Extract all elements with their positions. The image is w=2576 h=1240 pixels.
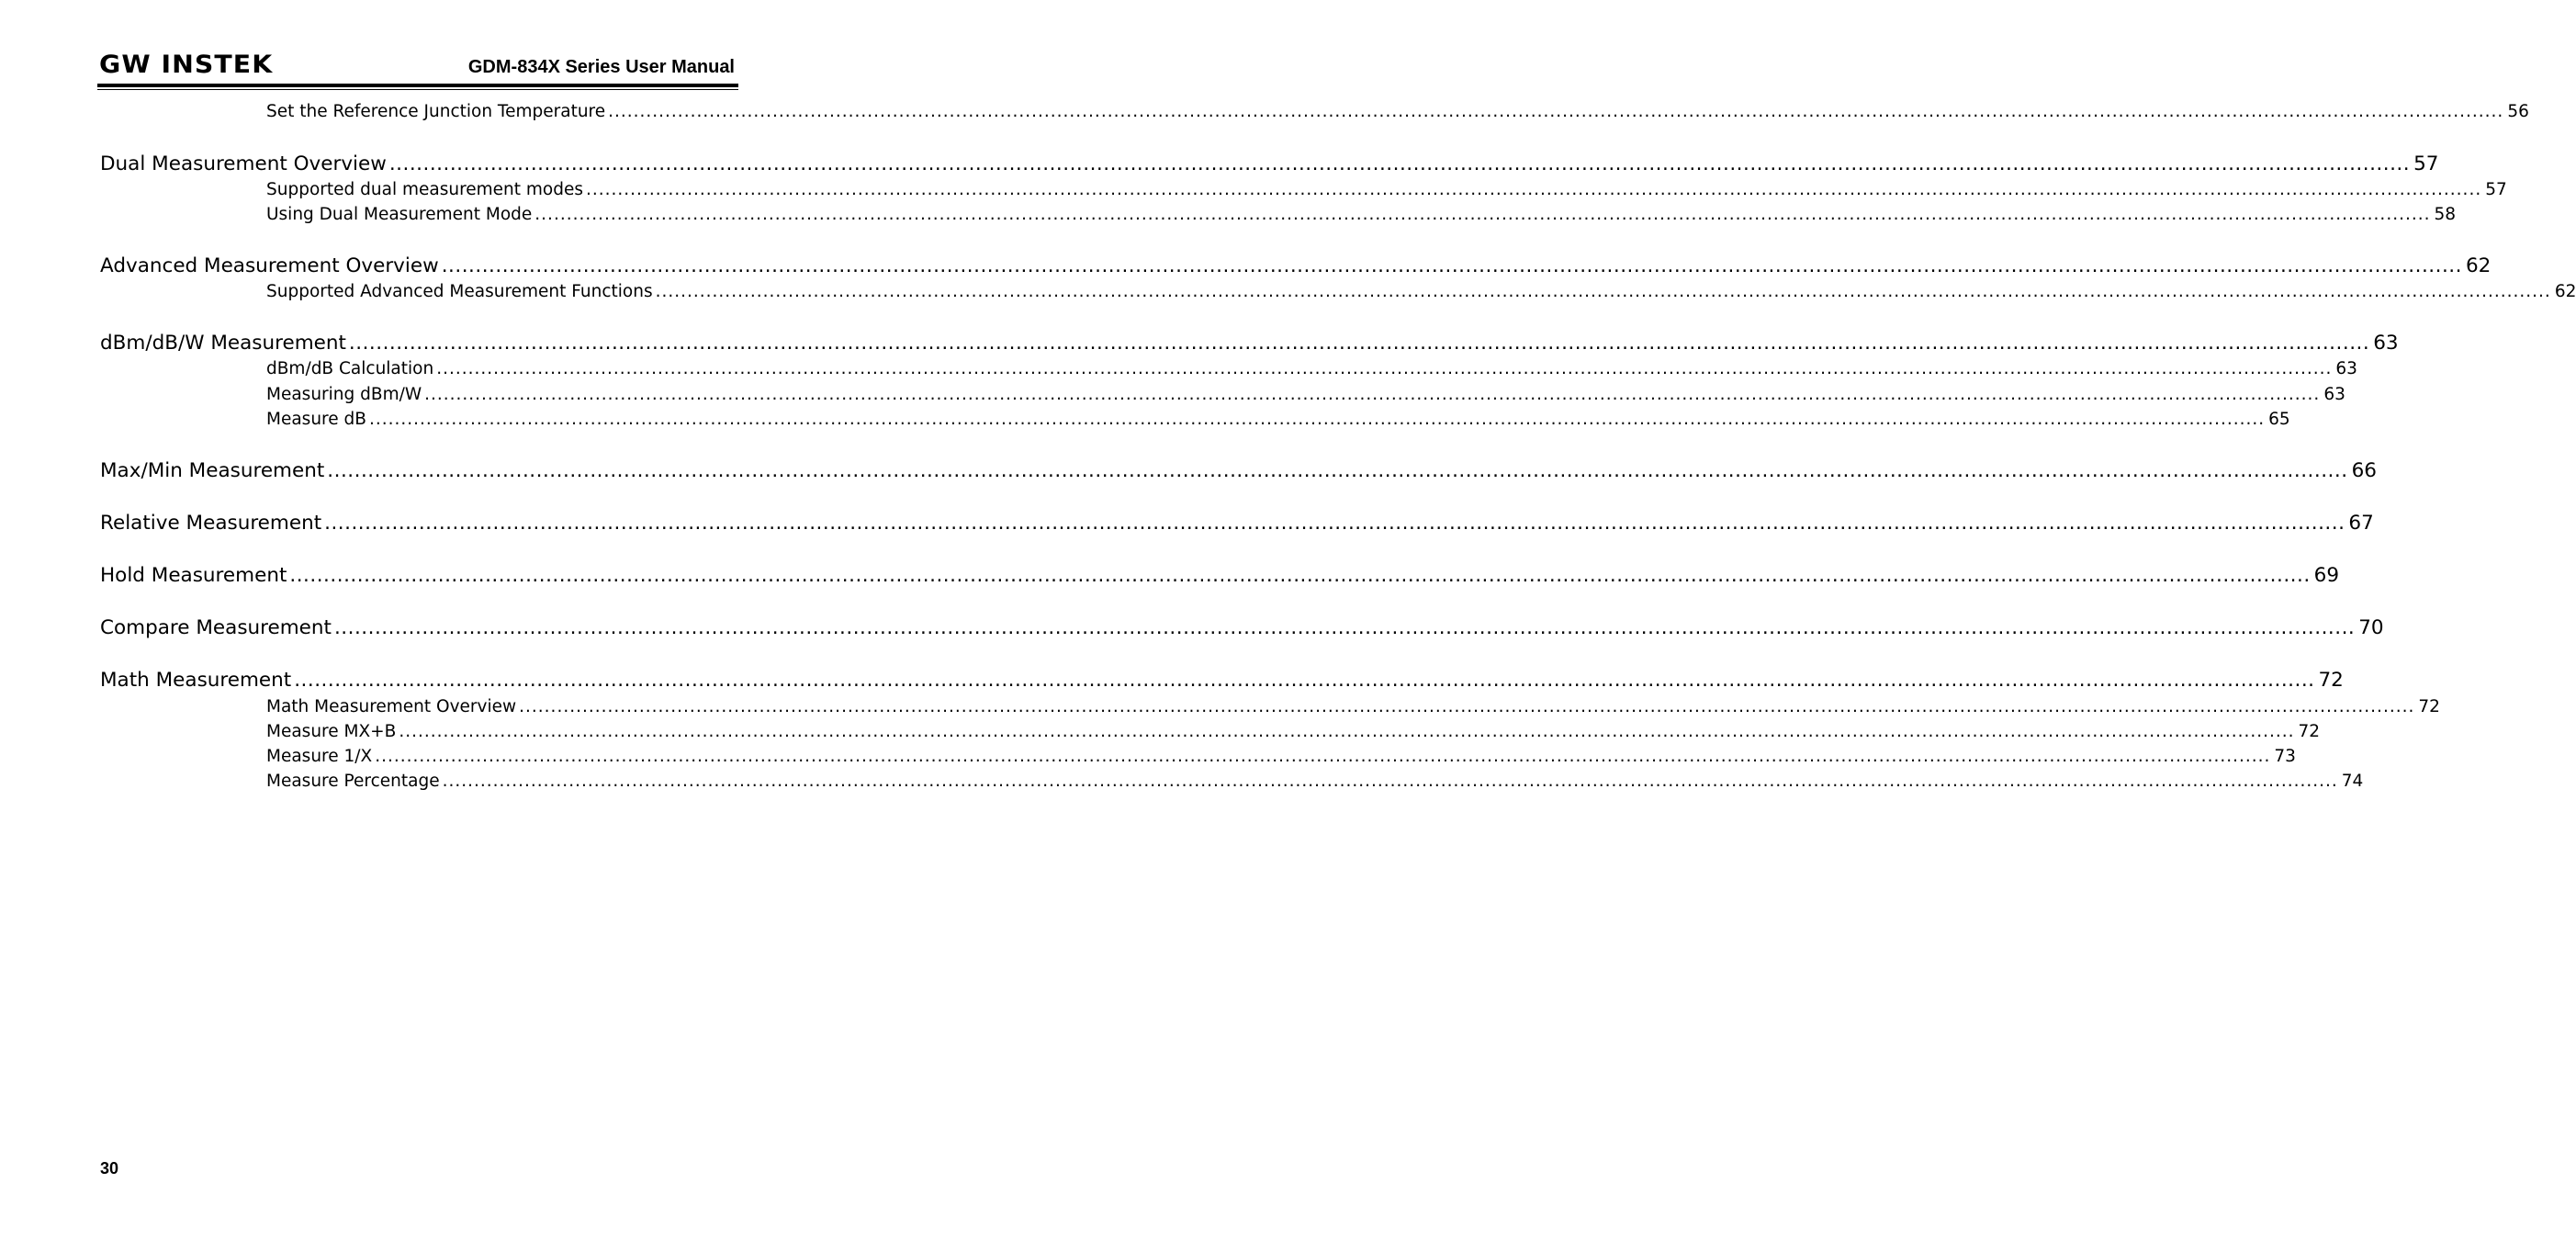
toc-section[interactable] — [100, 563, 2340, 589]
toc-entry[interactable] — [266, 721, 2321, 743]
toc-entry[interactable] — [266, 384, 2345, 406]
toc-section-page: 63 — [2373, 332, 2399, 355]
toc-section[interactable] — [100, 615, 2384, 641]
toc-entry[interactable] — [266, 179, 2507, 201]
toc-entry[interactable] — [266, 771, 2364, 793]
toc-leader-dots: ............................................................................................................................................................................................................................................................................................................ — [608, 102, 2504, 121]
toc-section-page: 70 — [2358, 616, 2384, 639]
toc-leader-dots: ............................................................................................................................................................................................................................................................................................................ — [327, 459, 2348, 482]
toc-entry-page: 58 — [2434, 205, 2457, 224]
toc-leader-dots: ............................................................................................................................................................................................................................................................................................................ — [294, 669, 2315, 692]
toc-entry-title: Supported Advanced Measurement Functions — [266, 282, 653, 301]
toc-section-title: Relative Measurement — [100, 512, 322, 535]
toc-entry[interactable] — [266, 696, 2440, 718]
toc-leader-dots: ............................................................................................................................................................................................................................................................................................................ — [348, 332, 2370, 355]
toc-entry-title: Using Dual Measurement Mode — [266, 205, 533, 224]
toc-leader-dots: ............................................................................................................................................................................................................................................................................................................ — [368, 410, 2266, 429]
toc-entry-title: Measure Percentage — [266, 772, 440, 791]
toc-section-page: 62 — [2465, 254, 2492, 277]
toc-section-title: Hold Measurement — [100, 564, 287, 587]
toc-entry-page: 73 — [2274, 747, 2296, 766]
toc-leader-dots: ............................................................................................................................................................................................................................................................................................................ — [655, 282, 2551, 301]
toc-section-title: Dual Measurement Overview — [100, 152, 387, 175]
toc-leader-dots: ............................................................................................................................................................................................................................................................................................................ — [586, 180, 2482, 199]
toc-section[interactable] — [100, 254, 2492, 279]
toc-entry-page: 57 — [2485, 180, 2507, 199]
toc-leader-dots: ............................................................................................................................................................................................................................................................................................................ — [436, 359, 2333, 378]
toc-section-title: Compare Measurement — [100, 616, 332, 639]
toc-leader-dots: ............................................................................................................................................................................................................................................................................................................ — [442, 772, 2338, 791]
toc-entry-title: Measure MX+B — [266, 722, 397, 741]
toc-entry-title: Supported dual measurement modes — [266, 180, 584, 199]
header-rule-thin — [97, 89, 738, 90]
toc-entry-title: Math Measurement Overview — [266, 697, 517, 716]
toc-entry[interactable] — [266, 281, 2576, 303]
toc-section[interactable] — [100, 458, 2377, 484]
toc-entry[interactable] — [266, 204, 2457, 226]
toc-entry-title: Measure dB — [266, 410, 366, 429]
toc-entry[interactable] — [266, 101, 2529, 123]
toc-section-title: Math Measurement — [100, 669, 292, 692]
toc-leader-dots: ............................................................................................................................................................................................................................................................................................................ — [375, 747, 2271, 766]
toc-section-page: 57 — [2413, 152, 2439, 175]
toc-entry-page: 74 — [2341, 772, 2364, 791]
toc-section-title: dBm/dB/W Measurement — [100, 332, 346, 355]
toc-leader-dots: ............................................................................................................................................................................................................................................................................................................ — [324, 512, 2345, 535]
toc-entry[interactable] — [266, 409, 2290, 431]
toc-leader-dots: ............................................................................................................................................................................................................................................................................................................ — [424, 385, 2321, 404]
toc-entry-title: Measuring dBm/W — [266, 385, 422, 404]
header-rule-thick — [97, 84, 738, 87]
toc-leader-dots: ............................................................................................................................................................................................................................................................................................................ — [399, 722, 2295, 741]
toc-leader-dots: ............................................................................................................................................................................................................................................................................................................ — [519, 697, 2415, 716]
brand-logo: GW INSTEK — [99, 51, 274, 79]
toc-entry-page: 63 — [2323, 385, 2345, 404]
toc-leader-dots: ............................................................................................................................................................................................................................................................................................................ — [333, 616, 2356, 639]
toc-section-title: Advanced Measurement Overview — [100, 254, 439, 277]
toc-leader-dots: ............................................................................................................................................................................................................................................................................................................ — [388, 152, 2411, 175]
toc-entry-title: dBm/dB Calculation — [266, 359, 434, 378]
toc-entry-title: Measure 1/X — [266, 747, 373, 766]
toc-section[interactable] — [100, 511, 2374, 536]
toc-entry-page: 65 — [2268, 410, 2290, 429]
toc-section[interactable] — [100, 152, 2439, 177]
page-number: 30 — [100, 1159, 119, 1178]
toc-section-page: 69 — [2313, 564, 2340, 587]
toc-leader-dots: ............................................................................................................................................................................................................................................................................................................ — [441, 254, 2462, 277]
toc-section[interactable] — [100, 668, 2344, 693]
toc-leader-dots: ............................................................................................................................................................................................................................................................................................................ — [289, 564, 2311, 587]
toc-section-page: 67 — [2348, 512, 2374, 535]
toc-entry-title: Set the Reference Junction Temperature — [266, 102, 606, 121]
toc-section[interactable] — [100, 331, 2399, 356]
toc-entry-page: 62 — [2554, 282, 2576, 301]
toc-entry-page: 72 — [2298, 722, 2321, 741]
toc-entry-page: 63 — [2335, 359, 2357, 378]
toc-entry[interactable] — [266, 358, 2357, 380]
toc-section-title: Max/Min Measurement — [100, 459, 325, 482]
toc-leader-dots: ............................................................................................................................................................................................................................................................................................................ — [534, 205, 2431, 224]
toc-entry-page: 72 — [2418, 697, 2440, 716]
manual-title: GDM-834X Series User Manual — [467, 57, 735, 77]
toc-entry[interactable] — [266, 746, 2296, 768]
toc-section-page: 66 — [2351, 459, 2377, 482]
toc-entry-page: 56 — [2507, 102, 2529, 121]
toc-section-page: 72 — [2318, 669, 2344, 692]
